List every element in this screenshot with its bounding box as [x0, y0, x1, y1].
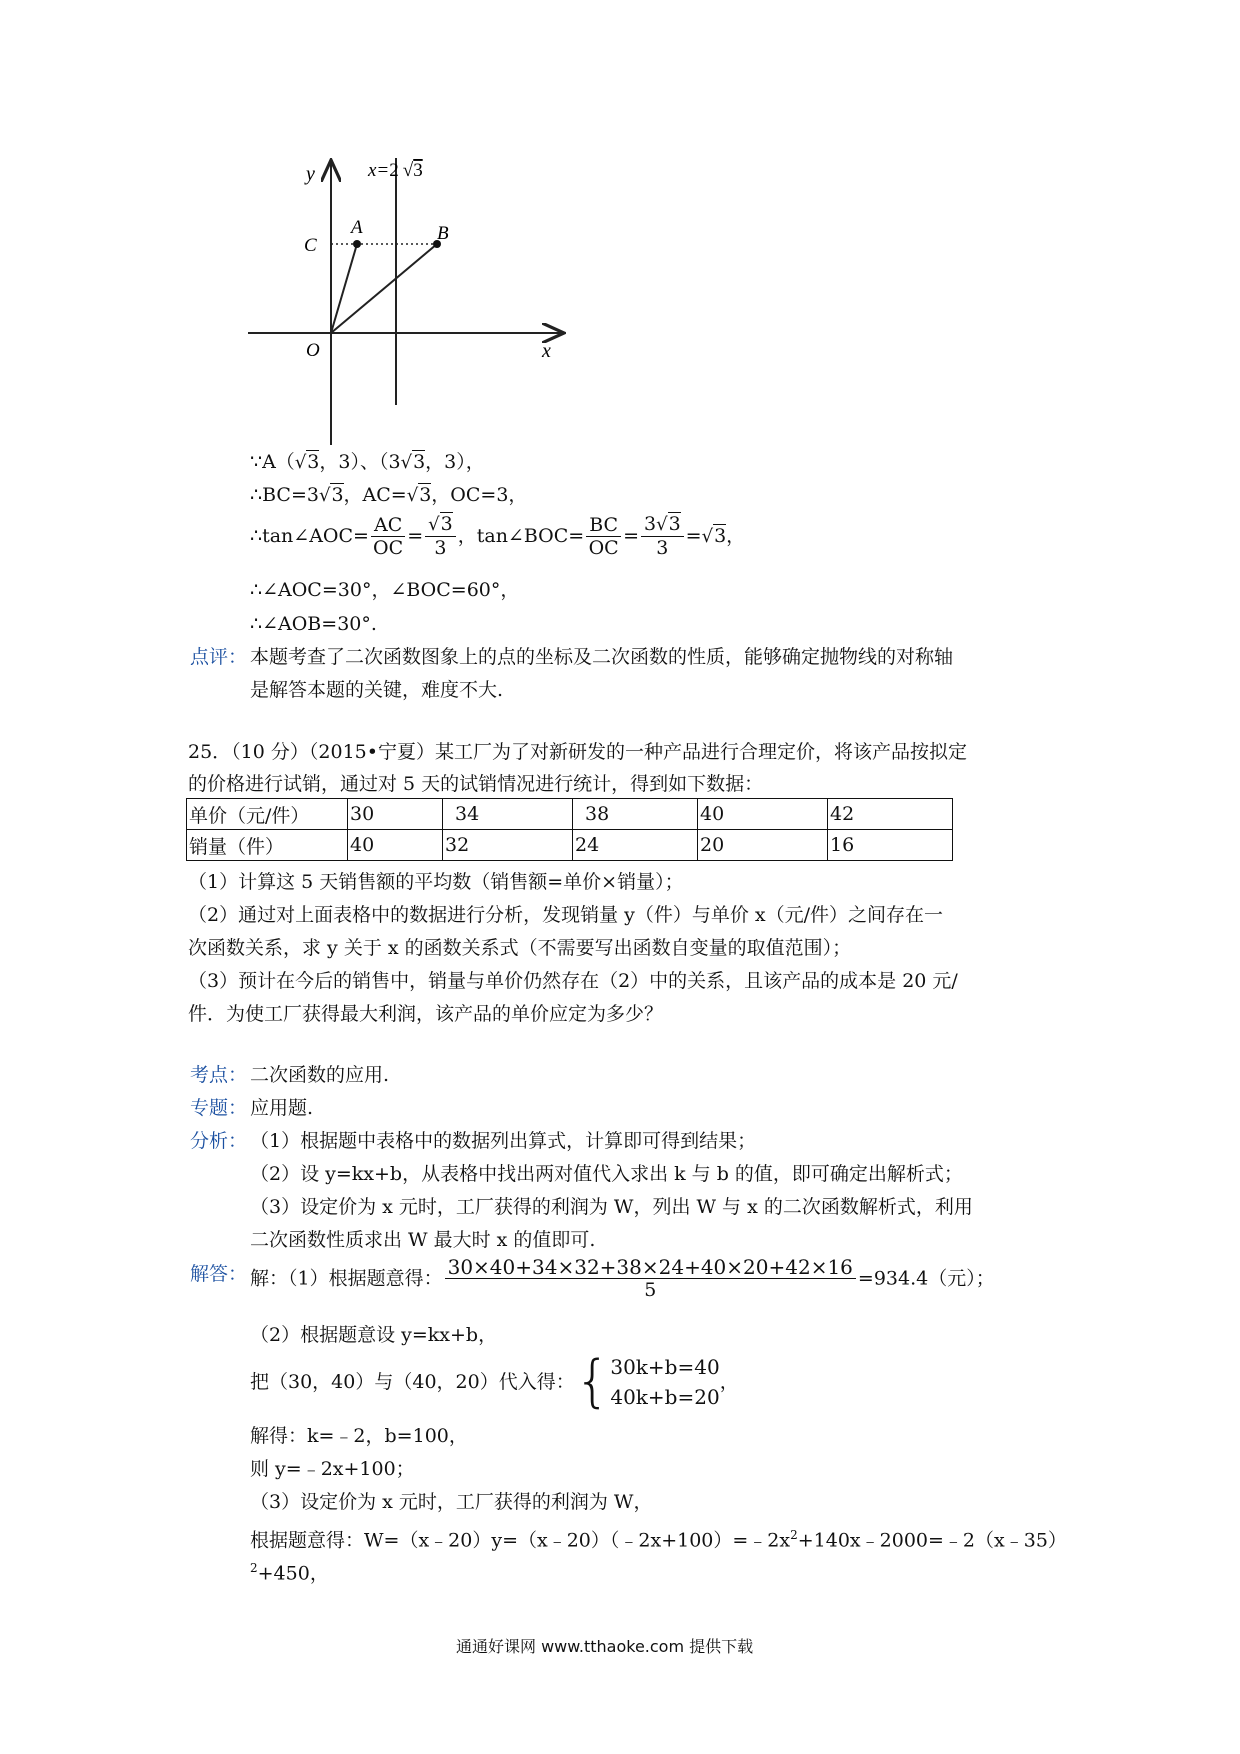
question-2-line-1: （2）通过对上面表格中的数据进行分析，发现销量 y（件）与单价 x（元/件）之间存在一	[188, 904, 944, 926]
y-axis-label: y	[306, 163, 315, 185]
fenxi-line-4: 二次函数性质求出 W 最大时 x 的值即可.	[250, 1229, 596, 1251]
table-cell: 38	[573, 799, 698, 830]
fraction-sqrt3-3: $\frac{√3}{3}$	[425, 513, 456, 559]
kaodian-text: 二次函数的应用.	[250, 1064, 390, 1086]
comment-line-1: 本题考查了二次函数图象上的点的坐标及二次函数的性质，能够确定抛物线的对称轴	[250, 646, 954, 668]
table-cell: 40	[348, 830, 443, 861]
page-footer: 通通好课网 www.tthaoke.com 提供下载	[456, 1637, 754, 1656]
answer-step-7: 根据题意得：$W=(x﹣20)y=(x﹣20)(﹣2x+100)=﹣2x^2+140x﹣2000=﹣2(x﹣35)$	[250, 1528, 1067, 1552]
table-cell: 24	[573, 830, 698, 861]
solution-line-3: ∴tan∠AOC= $\frac{AC}{OC}$ = $\frac{√3}{3}$ ，tan∠BOC= $\frac{BC}{OC}$ = $\frac{3√3}{3}$ =√3，	[250, 513, 746, 559]
vline-label: x=2 √3	[368, 160, 423, 181]
answer-step-4: 解得：k=﹣2，b=100，	[250, 1425, 468, 1447]
table-row-header: 销量（件）	[187, 830, 348, 861]
fraction-bc-oc: $\frac{BC}{OC}$	[586, 514, 621, 559]
table-cell: 32	[443, 830, 573, 861]
table-row-header: 单价（元/件）	[187, 799, 348, 830]
answer-label: 解答：	[190, 1263, 248, 1285]
answer-step-2: （2）根据题意设 y=kx+b，	[250, 1324, 498, 1346]
question-2-line-2: 次函数关系，求 y 关于 x 的函数关系式（不需要写出函数自变量的取值范围）；	[188, 937, 852, 959]
equation-system: 30k+b=40 40k+b=20	[610, 1355, 720, 1409]
data-table	[186, 798, 953, 861]
table-row	[187, 830, 953, 861]
fraction-3sqrt3-3: $\frac{3√3}{3}$	[641, 513, 684, 559]
table-cell: 40	[698, 799, 828, 830]
origin-label: O	[306, 340, 320, 361]
comment-label: 点评：	[190, 646, 248, 668]
point-a-label: A	[351, 217, 363, 238]
point-c-label: C	[304, 235, 317, 256]
table-row	[187, 799, 953, 830]
question-1: （1）计算这 5 天销售额的平均数（销售额=单价×销量）；	[188, 871, 684, 893]
solution-line-1: ∵A（√3，3）、（3√3，3），	[250, 451, 485, 473]
zhuanti-label: 专题：	[190, 1097, 248, 1119]
coordinate-graph	[240, 150, 580, 450]
problem-line-2: 的价格进行试销，通过对 5 天的试销情况进行统计，得到如下数据：	[188, 773, 764, 795]
point-b-label: B	[437, 223, 449, 244]
fenxi-label: 分析：	[190, 1130, 248, 1152]
table-cell: 30	[348, 799, 443, 830]
system-brace: {	[574, 1349, 611, 1414]
x-axis-label: x	[542, 340, 551, 362]
zhuanti-text: 应用题.	[250, 1097, 314, 1119]
answer-step-5: 则 y=﹣2x+100；	[250, 1458, 415, 1480]
fenxi-line-1: （1）根据题中表格中的数据列出算式，计算即可得到结果；	[250, 1130, 757, 1152]
fraction-ac-oc: $\frac{AC}{OC}$	[371, 514, 405, 559]
solution-line-4: ∴∠AOC=30°，∠BOC=60°，	[250, 579, 520, 601]
question-3-line-2: 件．为使工厂获得最大利润，该产品的单价应定为多少？	[188, 1003, 664, 1025]
answer-step-6: （3）设定价为 x 元时，工厂获得的利润为 W，	[250, 1491, 653, 1513]
table-cell: 16	[828, 830, 953, 861]
table-cell: 20	[698, 830, 828, 861]
table-cell: 42	[828, 799, 953, 830]
solution-line-5: ∴∠AOB=30°.	[250, 613, 377, 635]
comment-line-2: 是解答本题的关键，难度不大.	[250, 679, 504, 701]
segment-ob	[331, 244, 437, 333]
solution-line-2: ∴BC=3√3，AC=√3，OC=3，	[250, 484, 528, 506]
average-fraction: $\frac{30\times 40+34\times 32+38\times 24+40\times 20+42\times 16}{5}$	[445, 1256, 856, 1301]
answer-step-1: 解：（1）根据题意得： $\frac{30\times 40+34\times 32+38\times 24+40\times 20+42\times 16}{5}$ =934.4（元）；	[250, 1255, 995, 1301]
table-cell: 34	[443, 799, 573, 830]
problem-line-1: 25．（10 分）（2015•宁夏）某工厂为了对新研发的一种产品进行合理定价，将该产品按拟定	[188, 741, 967, 763]
answer-step-3: 把（30，40）与（40，20）代入得：{ 30k+b=40 40k+b=20 ，	[250, 1349, 739, 1414]
question-3-line-1: （3）预计在今后的销售中，销量与单价仍然存在（2）中的关系，且该产品的成本是 20 元/	[188, 970, 958, 992]
point-a	[353, 240, 361, 248]
fenxi-line-3: （3）设定价为 x 元时，工厂获得的利润为 W，列出 W 与 x 的二次函数解析式，利用	[250, 1196, 973, 1218]
kaodian-label: 考点：	[190, 1064, 248, 1086]
fenxi-line-2: （2）设 y=kx+b，从表格中找出两对值代入求出 k 与 b 的值，即可确定出解析式；	[250, 1163, 963, 1185]
answer-step-8: $^2$+450，	[250, 1561, 329, 1585]
segment-oa	[331, 244, 357, 333]
